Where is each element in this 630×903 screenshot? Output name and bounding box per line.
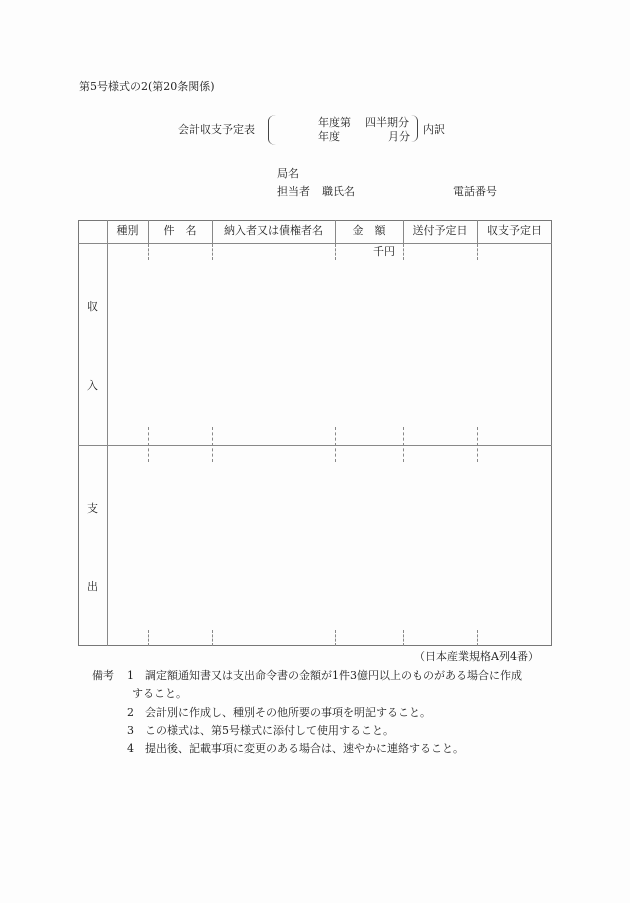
header-send-date: 送付予定日 [412, 224, 468, 237]
note-3-text: この様式は、第5号様式に添付して使用すること。 [145, 724, 394, 737]
right-bracket [410, 115, 418, 142]
header-type: 種別 [116, 224, 139, 237]
note-4-text: 提出後、記載事項に変更のある場合は、速やかに連絡すること。 [145, 742, 464, 755]
dash-guide [212, 244, 213, 260]
position-name-label: 職氏名 [322, 185, 355, 198]
note-1-cont: すること。 [132, 687, 187, 700]
form-title: 会計収支予定表 [178, 123, 255, 136]
dash-guide [403, 427, 404, 462]
income-label-top: 収 [87, 300, 98, 313]
income-label-bottom: 入 [87, 379, 98, 392]
dash-guide [148, 427, 149, 462]
label-column-line [107, 220, 108, 646]
phone-label: 電話番号 [453, 185, 497, 198]
fiscal-year-month-prefix: 年度 [318, 130, 340, 143]
dash-guide [335, 427, 336, 462]
header-subject: 件 名 [163, 224, 197, 237]
note-1-num: 1 [127, 669, 134, 682]
amount-unit: 千円 [373, 245, 395, 258]
header-divider [78, 243, 552, 244]
schedule-table [78, 220, 552, 646]
note-3-num: 3 [127, 724, 134, 737]
header-amount: 金 額 [352, 224, 386, 237]
form-id: 第5号様式の2(第20条関係) [79, 80, 215, 93]
dash-guide [477, 244, 478, 260]
fiscal-year-quarter-prefix: 年度第 [318, 116, 351, 129]
note-2-text: 会計別に作成し、種別その他所要の事項を明記すること。 [145, 706, 431, 719]
expense-label-top: 支 [87, 502, 98, 515]
paper-size-note: （日本産業規格A列4番） [414, 650, 539, 663]
note-1-text: 調定額通知書又は支出命令書の金額が1件3億円以上のものがある場合に作成 [145, 669, 522, 682]
dash-guide [477, 630, 478, 646]
left-bracket [268, 115, 277, 145]
note-2-num: 2 [127, 706, 134, 719]
quarter-label: 四半期分 [365, 116, 409, 129]
note-4-num: 4 [127, 742, 134, 755]
dash-guide [148, 244, 149, 260]
section-divider [78, 445, 552, 446]
header-payer-creditor: 納入者又は債権者名 [224, 224, 323, 237]
notes-heading: 備考 [92, 669, 114, 682]
header-settlement-date: 収支予定日 [487, 224, 542, 237]
dash-guide [403, 630, 404, 646]
dash-guide [477, 427, 478, 462]
dash-guide [403, 244, 404, 260]
breakdown-label: 内訳 [423, 123, 445, 136]
expense-label-bottom: 出 [87, 580, 98, 593]
person-in-charge-label: 担当者 [277, 185, 310, 198]
dash-guide [148, 630, 149, 646]
dash-guide [335, 630, 336, 646]
bureau-label: 局名 [277, 167, 299, 180]
dash-guide [335, 244, 336, 260]
dash-guide [212, 630, 213, 646]
dash-guide [212, 427, 213, 462]
month-label: 月分 [388, 130, 410, 143]
